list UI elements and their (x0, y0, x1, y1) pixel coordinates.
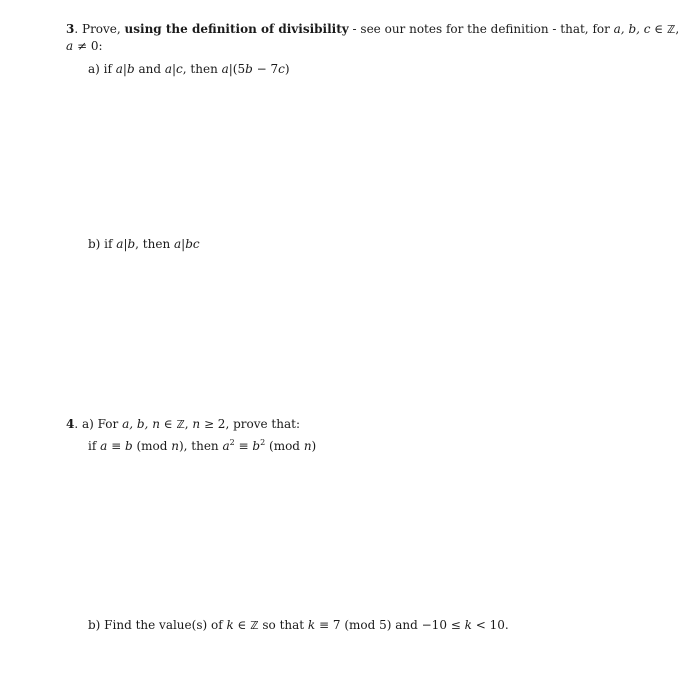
q4-part-b (88, 617, 509, 634)
q4s-t2: a (100, 439, 108, 453)
q3-part-a (88, 61, 290, 77)
q3a-t5: a (164, 62, 172, 76)
q4s-t13: (mod (265, 439, 304, 453)
q3-cond-var: a (66, 39, 74, 53)
q3a-t13: c (278, 62, 285, 76)
q3b-t5: a (174, 237, 182, 251)
q3b-t6: | (181, 237, 186, 251)
q4s-t5: (mod (132, 439, 172, 453)
q4s-t1: if (88, 439, 101, 453)
q3b-t3: b (127, 237, 136, 251)
q4-n-var: n (192, 417, 201, 431)
q3a-label: a) if (88, 62, 116, 76)
q4b-t4: ℤ (250, 619, 259, 632)
q4s-t12: 2 (260, 438, 266, 447)
q4b-t9: < 10. (471, 618, 509, 632)
q3-set-vars: a, b, c (613, 22, 651, 36)
q4s-t11: b (252, 439, 261, 453)
q3a-t9: a (221, 62, 229, 76)
q3a-t3: b (126, 62, 135, 76)
q4b-t8: k (464, 618, 472, 632)
q4s-t8: a (222, 439, 230, 453)
q3-intro-bold: using the definition of divisibility (124, 22, 349, 36)
q3-part-b (88, 236, 200, 252)
q3b-t7: bc (185, 237, 200, 251)
q4s-t3: ≡ (107, 439, 125, 453)
q3a-t7: c (176, 62, 183, 76)
q4s-t7: ), then (178, 439, 223, 453)
q4-vars: a, b, n (122, 417, 160, 431)
q3-intro-line (66, 21, 679, 38)
q4s-t15: ) (311, 439, 317, 453)
q4-intro-line (66, 416, 300, 433)
q3b-t4: , then (135, 237, 174, 251)
q3b-t2: | (123, 237, 128, 251)
q4s-t10: ≡ (234, 439, 253, 453)
q3a-t4: and (134, 62, 165, 76)
q4-number: 4 (66, 417, 75, 431)
q3a-t6: | (172, 62, 177, 76)
q4b-t1: b) Find the value(s) of (88, 618, 227, 632)
q4b-t2: k (226, 618, 234, 632)
q4-set-z: ℤ (176, 418, 185, 431)
q3-member: ∈ (650, 22, 667, 36)
q4-intro: . a) For (74, 417, 123, 431)
q4s-t9: 2 (229, 438, 235, 447)
q3-condition-line (66, 38, 103, 54)
q4-statement (88, 438, 316, 454)
q4b-t6: k (307, 618, 316, 632)
q4b-t5: so that (258, 618, 308, 632)
q3-intro-pre: . Prove, (74, 22, 125, 36)
q4b-t3: ∈ (233, 618, 251, 632)
q4-n-cond: ≥ 2, prove that: (200, 417, 300, 431)
q3a-t14: ) (284, 62, 290, 76)
q3a-t1: a (115, 62, 123, 76)
q4s-t4: b (124, 439, 133, 453)
q4b-t7: ≡ 7 (mod 5) and −10 ≤ (315, 618, 465, 632)
q4s-t14: n (303, 439, 312, 453)
q3a-t12: − 7 (252, 62, 279, 76)
q3a-t11: b (245, 62, 253, 76)
q3-set-z: ℤ (667, 23, 676, 36)
q3-number: 3 (66, 22, 75, 36)
q3b-label: b) if (88, 237, 117, 251)
q3-comma: , (675, 22, 680, 36)
q3b-t1: a (116, 237, 124, 251)
q3a-t8: , then (182, 62, 222, 76)
q3a-t2: | (122, 62, 127, 76)
q4-sep: , (184, 417, 193, 431)
q3-cond-rel: ≠ 0: (73, 39, 103, 53)
q4s-t6: n (171, 439, 179, 453)
q3a-t10: |(5 (228, 62, 246, 76)
q3-intro-post: - see our notes for the definition - that, for (348, 22, 614, 36)
q4-member: ∈ (159, 417, 177, 431)
